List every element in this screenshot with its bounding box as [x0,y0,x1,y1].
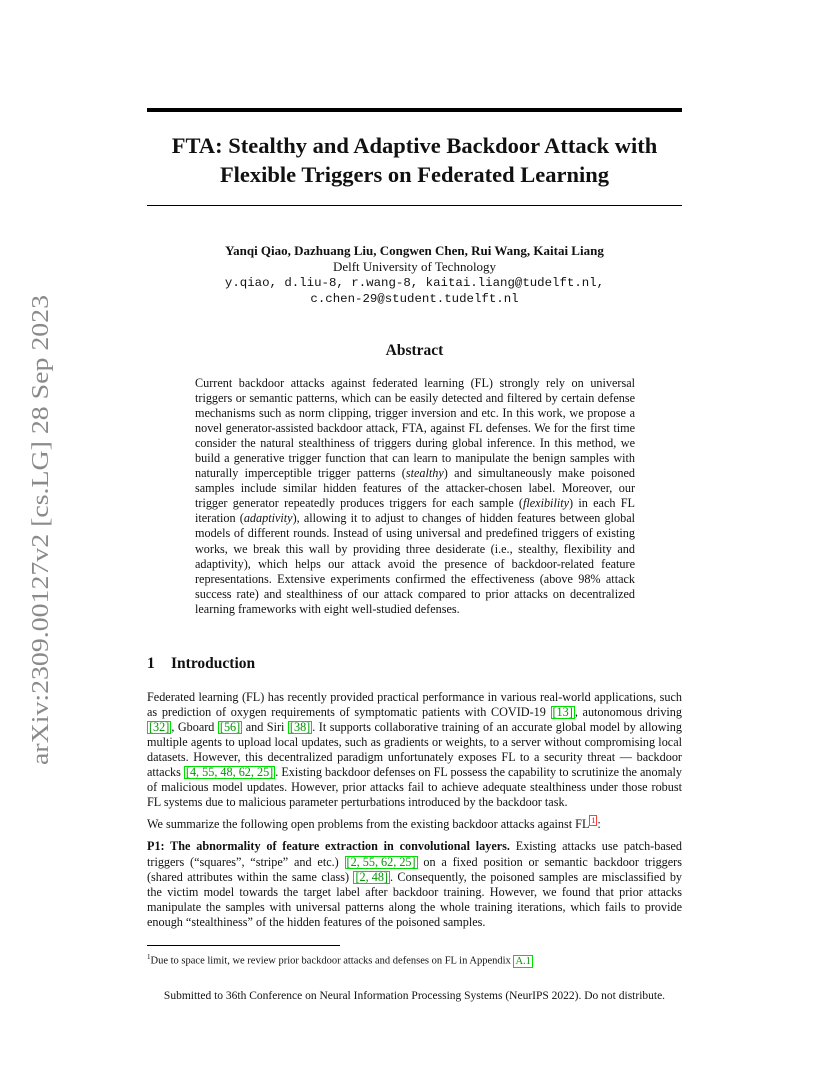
abstract-em-adaptivity: adaptivity [243,511,293,526]
abstract-heading: Abstract [385,342,444,359]
para3-text-1: Existing attacks use patch-based triggers (“squares”, “stripe” and etc.) [147,839,682,869]
abstract-part-2: ) and simultaneously make poisoned samples include similar hidden features of the attacker-chosen label. Moreover, our trigger generator repeatedly produces triggers for each sample ( [195,466,635,511]
citation-link[interactable]: [32] [149,720,170,735]
arxiv-stamp-text: arXiv:2309.00127v2 [cs.LG] 28 Sep 2023 [28,359,54,765]
abstract-part-1: Current backdoor attacks against federated learning (FL) strongly rely on universal triggers or semantic patterns, which can be easily detected and filtered by certain defense mechanisms such as norm clipping, trigger inversion and etc. In this work, we propose a novel generator-assisted backdoor attack, FTA, against FL defenses. We for the first time consider the natural stealthiness of triggers during global inference. In this method, we build a generative trigger function that can learn to manipulate the benign samples with naturally imperceptible trigger patterns ( [195,376,635,481]
para1-text-4: and Siri [242,720,288,735]
arxiv-stamp [26,290,56,770]
para2-text-1: We summarize the following open problems from the existing backdoor attacks against FL [147,817,590,832]
submission-footer: Submitted to 36th Conference on Neural Information Processing Systems (NeurIPS 2022). Do not distribute. [163,990,666,1002]
title-top-rule [147,108,682,112]
author-names: Yanqi Qiao, Dazhuang Liu, Congwen Chen, Rui Wang, Kaitai Liang [225,243,604,258]
abstract-text [195,376,635,617]
para3-text-3: . Consequently, the poisoned samples are misclassified by the victim model towards the target label after backdoor training. However, we found that prior attacks manipulate the samples with universal patterns along the whole training iterations, which fails to provide enough “stealthiness” of the hidden features of the poisoned samples. [147,869,683,929]
abstract-part-4: ), allowing it to adjust to changes of hidden features between global models of different rounds. Instead of using universal and predefined triggers of existing works, we break this wall by providing three desiderate (i.e., stealthy, flexibility and adaptivity), which helps our attack avoid the presence of backdoor-related feature representations. Extensive experiments confirmed the effectiveness (above 98% attack success rate) and stealthiness of our attack compared to prior attacks on decentralized learning frameworks with eight well-studied defenses. [195,511,636,616]
email-line-2: c.chen-29@student.tudelft.nl [310,292,519,306]
para1-text-6: . Existing backdoor defenses on FL possess the capability to scrutinize the anomaly of malicious model updates. However, prior attacks fail to achieve adequate stealthiness under those robust FL systems due to malicious parameter perturbations introduced by the backdoor task. [147,765,682,810]
para1-text-3: , Gboard [171,720,218,735]
footnote-mark: 1 [147,953,151,961]
intro-paragraph-1 [147,690,682,810]
citation-link[interactable]: [2, 48] [355,869,388,884]
footnote [147,951,682,968]
citation-link[interactable]: [56] [219,720,241,735]
para1-text-5: . It supports collaborative training of an accurate global model by allowing multiple agents to upload local updates, such as gradients or weights, to a server without compromising local datasets. However, this decentralized paradigm unfortunately exposes FL to a security threat — backdoor attacks [147,720,682,780]
para1-text-1: Federated learning (FL) has recently provided practical performance in various real-world applications, such as prediction of oxygen requirements of symptomatic patients with COVID-19 [147,690,682,720]
title-bottom-rule [147,205,682,206]
para2-text-2: : [597,817,601,832]
footnote-text: Due to space limit, we review prior backdoor attacks and defenses on FL in Appendix [150,955,514,967]
section-number: 1 [147,655,155,672]
footnote-rule [147,945,340,946]
problem-p1-heading: P1: The abnormality of feature extraction in convolutional layers. [147,839,510,854]
citation-link[interactable]: [2, 55, 62, 25] [346,854,416,869]
intro-paragraph-3 [147,839,682,929]
affiliation: Delft University of Technology [332,259,497,274]
para1-text-2: , autonomous driving [574,705,682,720]
section-title: Introduction [171,655,256,672]
section-heading-introduction [147,655,682,673]
introduction-body [147,690,682,937]
title-line-2: Flexible Triggers on Federated Learning [219,162,610,187]
author-block [147,243,682,307]
citation-link[interactable]: [38] [289,720,311,735]
abstract-em-stealthy: stealthy [405,466,444,481]
para3-text-2: on a fixed position or semantic backdoor triggers (shared attributes within the same class) [147,854,682,884]
email-line-1: y.qiao, d.liu-8, r.wang-8, kaitai.liang@tudelft.nl, [224,276,605,290]
title-line-1: FTA: Stealthy and Adaptive Backdoor Attack with [171,133,658,158]
abstract-part-3: ) in each FL iteration ( [195,496,635,526]
footnote-link[interactable]: 1 [591,816,596,826]
citation-link[interactable]: [13] [552,705,573,720]
appendix-link[interactable]: A.1 [515,955,531,967]
paper-title [147,131,682,189]
intro-paragraph-2 [147,817,682,832]
abstract-em-flexibility: flexibility [522,496,570,511]
citation-link[interactable]: [4, 55, 48, 62, 25] [185,765,274,780]
